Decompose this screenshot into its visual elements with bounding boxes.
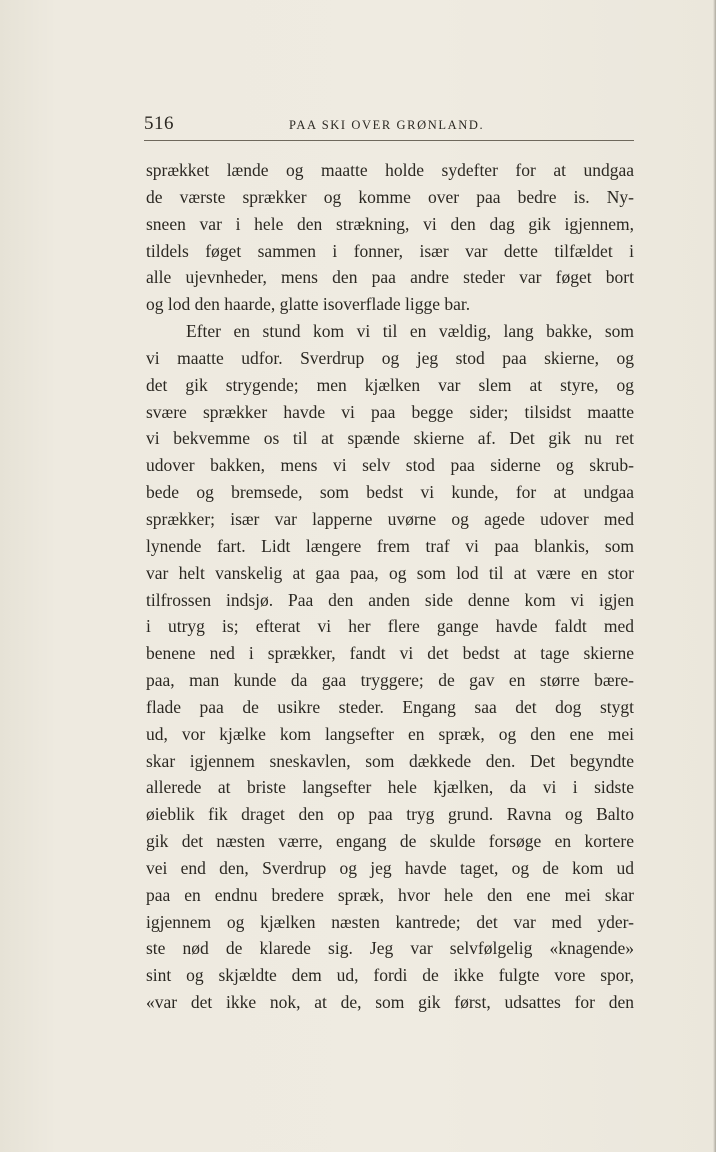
text-line: i utryg is; efterat vi her flere gange havde faldt med (146, 616, 634, 637)
text-line: tilfrossen indsjø. Paa den anden side denne kom vi igjen (146, 589, 634, 610)
text-line: alle ujevnheder, mens den paa andre steder var føget bort (146, 267, 634, 288)
text-line: tildels føget sammen i fonner, især var dette tilfældet i (146, 240, 634, 261)
text-line: sprækket lænde og maatte holde sydefter for at undgaa (146, 160, 634, 180)
header-rule (144, 140, 634, 141)
text-line: de værste sprækker og komme over paa bedre is. Ny- (146, 186, 634, 207)
text-line: vi bekvemme os til at spænde skierne af. Det gik nu ret (146, 428, 634, 449)
text-line: vi maatte udfor. Sverdrup og jeg stod paa skierne, og (146, 347, 634, 368)
text-line: vei end den, Sverdrup og jeg havde taget, og de kom ud (146, 857, 634, 878)
text-line: sneen var i hele den strækning, vi den dag gik igjennem, (146, 213, 634, 234)
page-header (144, 113, 634, 143)
text-line: ud, vor kjælke kom langsefter en spræk, og den ene mei (146, 723, 634, 744)
text-line: paa en endnu bredere spræk, hvor hele den ene mei skar (146, 884, 634, 905)
text-line: benene ned i sprækker, fandt vi det bedst at tage skierne (146, 643, 634, 664)
text-line: sint og skjældte dem ud, fordi de ikke fulgte vore spor, (146, 965, 634, 986)
text-line: flade paa de usikre steder. Engang saa det dog stygt (146, 696, 634, 717)
text-line-paragraph-start: Efter en stund kom vi til en vældig, lang bakke, som (186, 321, 634, 342)
text-line: var helt vanskelig at gaa paa, og som lod til at være en stor (146, 562, 634, 583)
text-line: allerede at briste langsefter hele kjælken, da vi i sidste (146, 777, 634, 798)
body-text (146, 157, 634, 1016)
text-line: paa, man kunde da gaa tryggere; de gav en større bære- (146, 670, 634, 691)
text-line: øieblik fik draget den op paa tryg grund. Ravna og Balto (146, 804, 634, 825)
text-line: gik det næsten værre, engang de skulde forsøge en kortere (146, 831, 634, 852)
text-line: ste nød de klarede sig. Jeg var selvfølgelig «knagende» (146, 938, 634, 959)
text-line: og lod den haarde, glatte isoverflade ligge bar. (146, 294, 471, 315)
running-title: PAA SKI OVER GRØNLAND. (289, 118, 485, 132)
text-line: sprækker; især var lapperne uvørne og agede udover med (146, 508, 634, 529)
text-line: det gik strygende; men kjælken var slem at styre, og (146, 374, 634, 395)
text-line: svære sprækker havde vi paa begge sider; tilsidst maatte (146, 401, 634, 422)
text-line: skar igjennem sneskavlen, som dækkede den. Det begyndte (146, 750, 634, 771)
text-line: bede og bremsede, som bedst vi kunde, for at undgaa (146, 482, 634, 503)
text-line: igjennem og kjælken næsten kantrede; det var med yder- (146, 911, 634, 932)
text-line: udover bakken, mens vi selv stod paa siderne og skrub- (146, 455, 634, 476)
text-line: «var det ikke nok, at de, som gik først, udsattes for den (146, 992, 634, 1013)
page-number: 516 (144, 113, 174, 134)
text-line: lynende fart. Lidt længere frem traf vi paa blankis, som (146, 535, 634, 556)
